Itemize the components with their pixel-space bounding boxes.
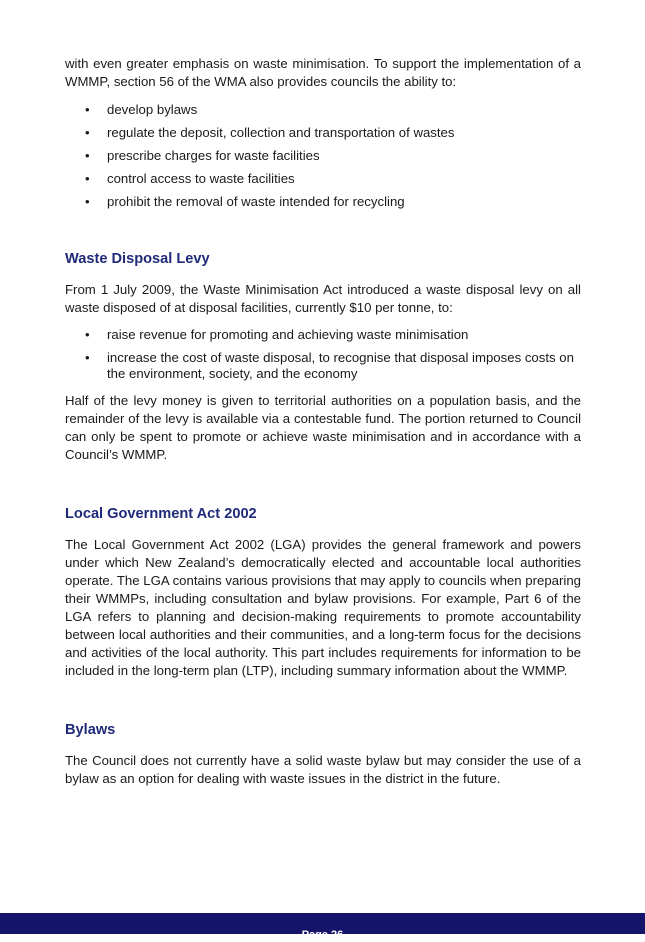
list-item-text: regulate the deposit, collection and transportation of wastes (107, 125, 455, 140)
bullet-icon: • (85, 171, 90, 186)
list-item (65, 194, 581, 210)
list-item-text: prescribe charges for waste facilities (107, 148, 320, 163)
list-item (65, 148, 581, 164)
bullet-icon: • (85, 125, 90, 140)
lga-paragraph: The Local Government Act 2002 (LGA) provides the general framework and powers under which New Zealand’s democratically elected and accountable local authorities operate. The LGA contains various provisions that may apply to councils when preparing their WMMPs, including consultation and bylaw provisions. For example, Part 6 of the LGA refers to planning and decision-making requirements to promote accountability between local authorities and their communities, and a long-term focus for the decisions and activities of the local authority. This part includes requirements for information to be included in the long-term plan (LTP), including summary information about the WMMP. (65, 537, 581, 678)
intro-paragraph: with even greater emphasis on waste minimisation. To support the implementation of a WMMP, section 56 of the WMA also provides councils the ability to: (65, 56, 581, 89)
list-item-text: prohibit the removal of waste intended for recycling (107, 194, 405, 209)
list-item (65, 350, 581, 382)
bullet-icon: • (85, 102, 90, 117)
document-page (65, 55, 581, 788)
list-item-text: increase the cost of waste disposal, to recognise that disposal imposes costs on the environment, society, and the economy (107, 350, 574, 381)
bullet-icon: • (85, 327, 90, 342)
lga-heading: Local Government Act 2002 (65, 506, 257, 522)
levy-bullet-list (65, 327, 581, 382)
list-item-text: control access to waste facilities (107, 171, 295, 186)
bullet-icon: • (85, 350, 90, 365)
list-item (65, 125, 581, 141)
levy-heading: Waste Disposal Levy (65, 251, 210, 267)
footer-bar (0, 913, 645, 941)
intro-bullet-list (65, 102, 581, 210)
levy-paragraph: From 1 July 2009, the Waste Minimisation Act introduced a waste disposal levy on all waste disposed of at disposal facilities, currently $10 per tonne, to: (65, 282, 581, 315)
bylaws-heading: Bylaws (65, 722, 116, 738)
list-item-text: develop bylaws (107, 102, 198, 117)
bullet-icon: • (85, 194, 90, 209)
list-item (65, 327, 581, 343)
bylaws-paragraph: The Council does not currently have a solid waste bylaw but may consider the use of a bylaw as an option for dealing with waste issues in the district in the future. (65, 753, 581, 786)
levy-distribution-paragraph: Half of the levy money is given to territorial authorities on a population basis, and the remainder of the levy is available via a contestable fund. The portion returned to Council can only be spent to promote or achieve waste minimisation and in accordance with a Council’s WMMP. (65, 393, 581, 462)
page-number: Page 26 (301, 929, 344, 941)
list-item-text: raise revenue for promoting and achieving waste minimisation (107, 327, 469, 342)
bullet-icon: • (85, 148, 90, 163)
list-item (65, 102, 581, 118)
list-item (65, 171, 581, 187)
